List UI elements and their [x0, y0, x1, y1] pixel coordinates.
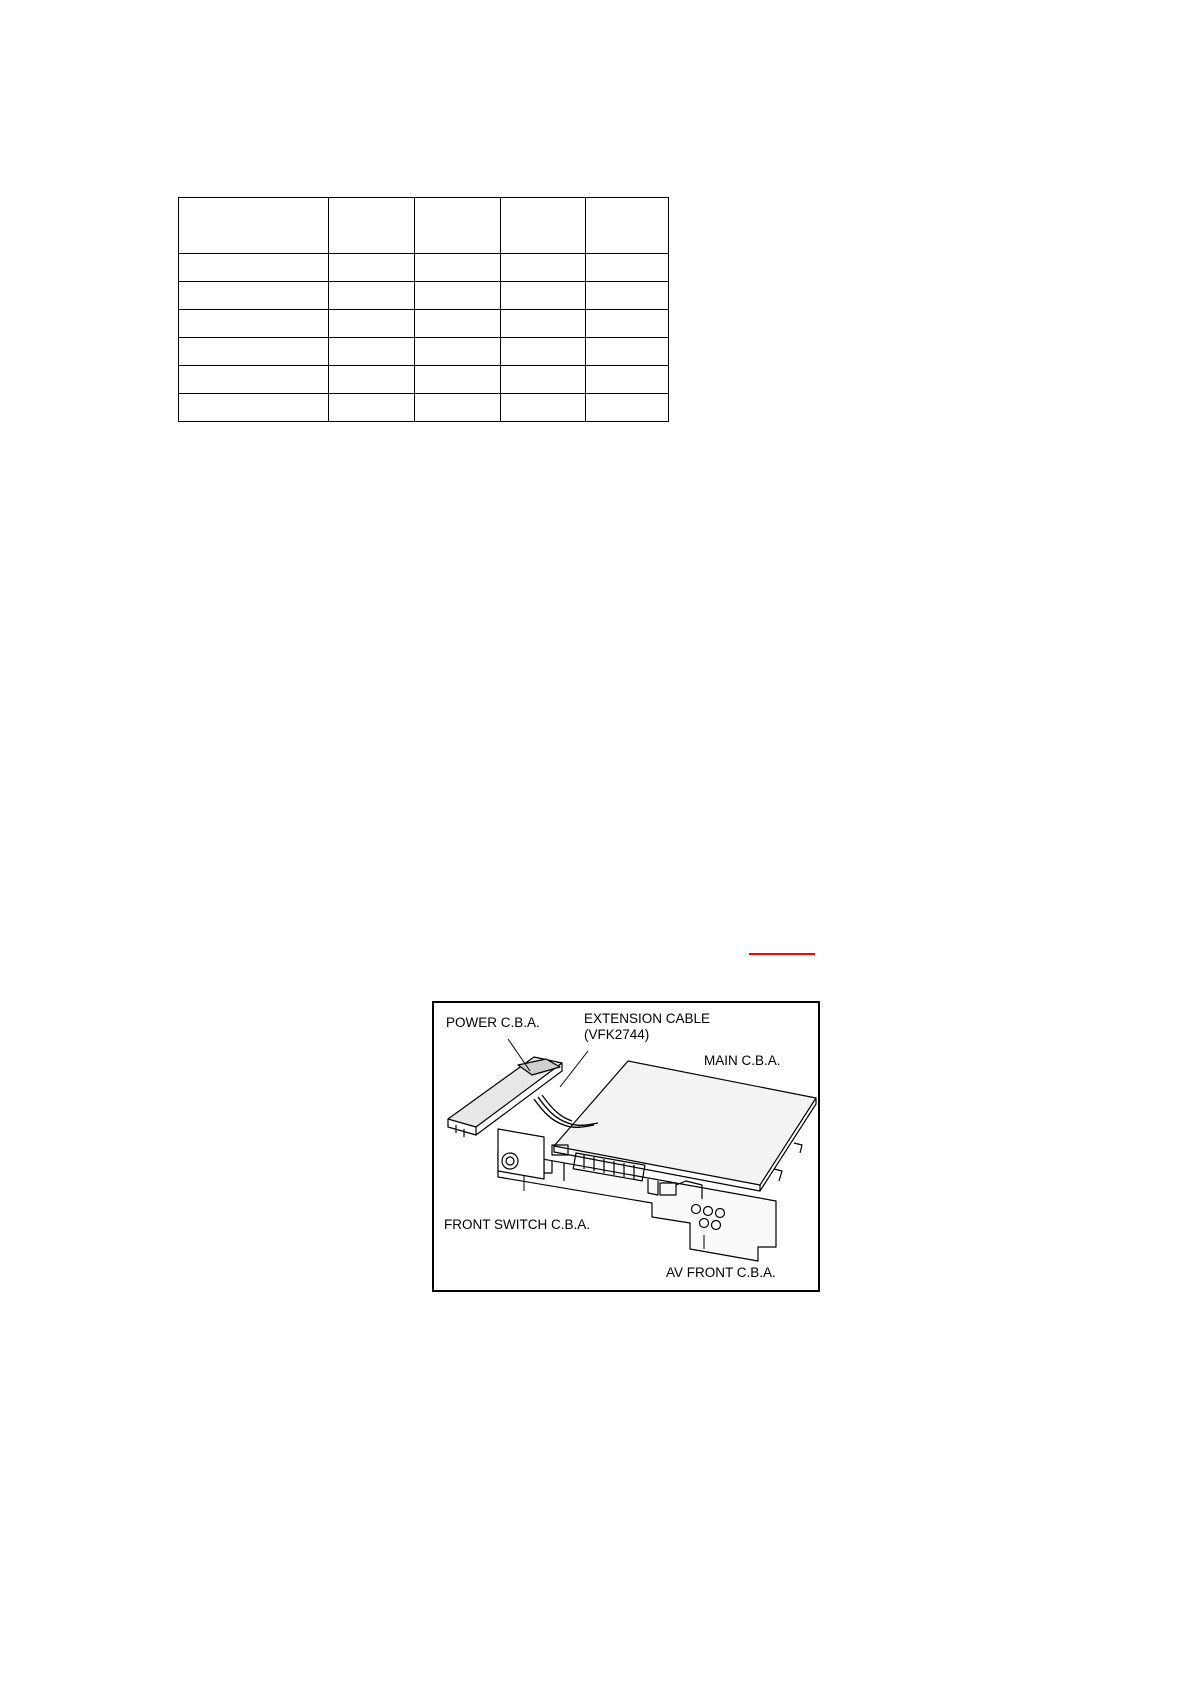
table-cell	[415, 366, 501, 394]
table-row	[179, 310, 669, 338]
main-cba-label: MAIN C.B.A.	[704, 1053, 781, 1068]
table-row	[179, 394, 669, 422]
table-cell	[415, 310, 501, 338]
table-cell	[179, 198, 329, 254]
table-cell	[415, 394, 501, 422]
table-cell	[415, 338, 501, 366]
table-cell	[179, 310, 329, 338]
table-cell	[179, 338, 329, 366]
av-front-cba-label: AV FRONT C.B.A.	[666, 1265, 776, 1280]
table-cell	[586, 282, 669, 310]
extension-cable-part-label: (VFK2744)	[584, 1027, 650, 1042]
table-cell	[501, 198, 586, 254]
table-cell	[179, 394, 329, 422]
table-row	[179, 366, 669, 394]
table-cell	[329, 282, 415, 310]
blank-table	[178, 197, 669, 422]
table-cell	[329, 366, 415, 394]
table-cell	[586, 254, 669, 282]
table-row	[179, 254, 669, 282]
red-link-underline[interactable]	[749, 953, 815, 955]
table-cell	[586, 338, 669, 366]
table-cell	[501, 310, 586, 338]
table-cell	[415, 282, 501, 310]
table-cell	[501, 282, 586, 310]
cba-diagram-figure	[432, 1001, 820, 1292]
front-switch-cba-board	[498, 1129, 544, 1179]
table-cell	[501, 338, 586, 366]
table-cell	[329, 254, 415, 282]
cba-diagram-drawing	[434, 1003, 818, 1290]
extension-cable-label: EXTENSION CABLE	[584, 1011, 711, 1026]
table-cell	[415, 198, 501, 254]
table-row	[179, 282, 669, 310]
power-cba-label: POWER C.B.A.	[446, 1015, 540, 1030]
table-cell	[501, 394, 586, 422]
table-cell	[179, 366, 329, 394]
table-header-row	[179, 198, 669, 254]
table-cell	[329, 338, 415, 366]
table-cell	[329, 394, 415, 422]
table-cell	[586, 310, 669, 338]
table-row	[179, 338, 669, 366]
front-switch-cba-label: FRONT SWITCH C.B.A.	[444, 1217, 591, 1232]
table-cell	[329, 310, 415, 338]
table-cell	[501, 366, 586, 394]
table-cell	[415, 254, 501, 282]
table-cell	[329, 198, 415, 254]
main-cba-board	[554, 1061, 816, 1185]
table-cell	[179, 282, 329, 310]
table-cell	[586, 366, 669, 394]
table-cell	[501, 254, 586, 282]
table-cell	[586, 394, 669, 422]
table-cell	[179, 254, 329, 282]
table-cell	[586, 198, 669, 254]
